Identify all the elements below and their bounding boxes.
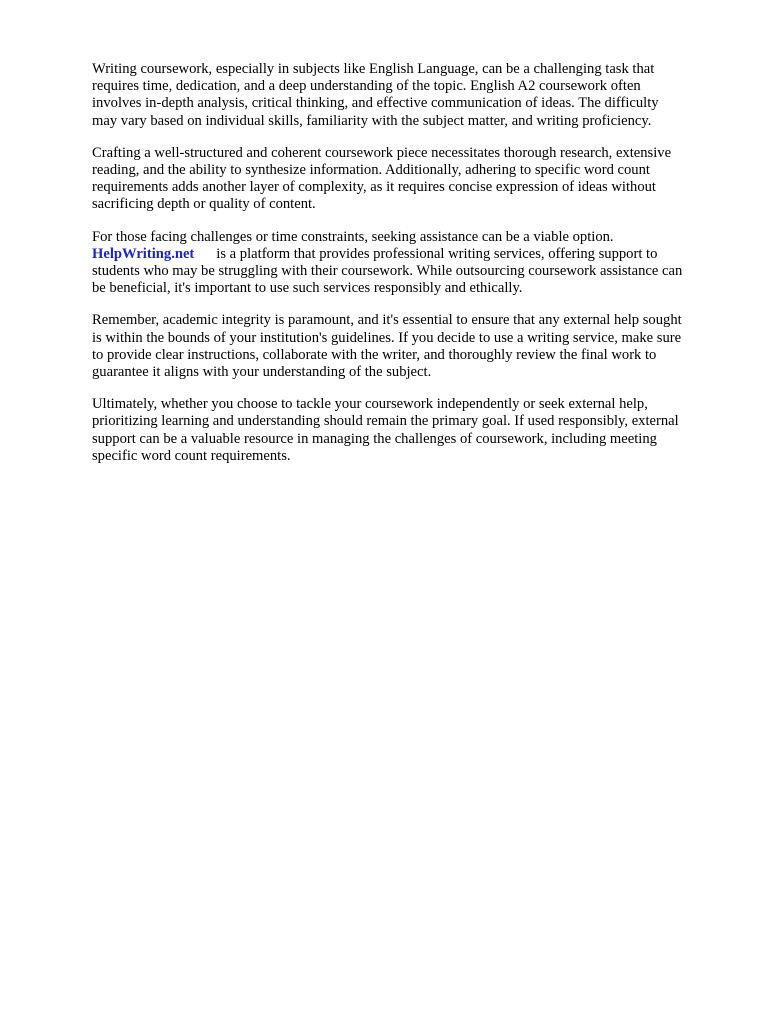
text-line: involves in-depth analysis, critical thinking, and effective communication of ideas. The difficulty (92, 95, 659, 112)
text-line: Writing coursework, especially in subjects like English Language, can be a challenging task that (92, 61, 655, 77)
paragraph-conclusion (92, 396, 732, 465)
text-line: be beneficial, it's important to use such services responsibly and ethically. (92, 280, 523, 297)
text-line: requires time, dedication, and a deep understanding of the topic. English A2 coursework often (92, 78, 641, 95)
helpwriting-link[interactable]: HelpWriting.net (92, 245, 195, 262)
paragraph-assistance (92, 229, 732, 298)
text-line: guarantee it aligns with your understanding of the subject. (92, 364, 432, 381)
text-line: reading, and the ability to synthesize information. Additionally, adhering to specific word count (92, 162, 650, 179)
text-line: to provide clear instructions, collaborate with the writer, and thoroughly review the final work to (92, 346, 657, 363)
text-line: sacrificing depth or quality of content. (92, 196, 316, 213)
text-line-with-link (92, 246, 732, 263)
text-line: may vary based on individual skills, familiarity with the subject matter, and writing proficiency. (92, 112, 652, 129)
text-line: support can be a valuable resource in managing the challenges of coursework, including meeting (92, 430, 657, 447)
text-line: Crafting a well-structured and coherent coursework piece necessitates thorough research, extensive (92, 144, 672, 161)
paragraph-integrity (92, 312, 732, 381)
text-line: requirements adds another layer of complexity, as it requires concise expression of ideas without (92, 179, 656, 196)
text-line: is within the bounds of your institution's guidelines. If you decide to use a writing service, make sure (92, 329, 682, 346)
text-line: specific word count requirements. (92, 447, 291, 464)
text-line: For those facing challenges or time constraints, seeking assistance can be a viable option. (92, 228, 614, 245)
text-line: Remember, academic integrity is paramount, and it's essential to ensure that any external help sought (92, 312, 682, 329)
paragraph-intro (92, 61, 732, 130)
text-line: prioritizing learning and understanding should remain the primary goal. If used responsibly, external (92, 413, 679, 430)
text-line: students who may be struggling with their coursework. While outsourcing coursework assistance can (92, 263, 683, 280)
text-line: Ultimately, whether you choose to tackle your coursework independently or seek external help, (92, 396, 648, 413)
text-fragment: is a platform that provides professional writing services, offering support to (216, 245, 658, 262)
document-body (92, 61, 732, 480)
paragraph-crafting (92, 145, 732, 214)
